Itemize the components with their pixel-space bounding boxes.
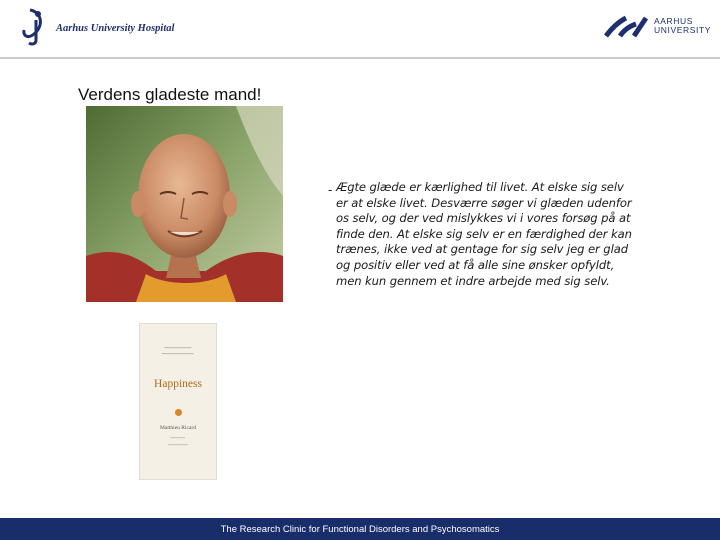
footer-text: The Research Clinic for Functional Disorders and Psychosomatics [220, 524, 500, 535]
footer-bar [0, 518, 720, 540]
quote-text: Ægte glæde er kærlighed til livet. At elske sig selv er at elske livet. Desværre søger vi glæden udenfor os selv, og der ved mislykkes vi i vores forsøg på at finde den. At elske sig selv er en færdighed der kan trænes, ikke ved at gentage for sig selv jeg er glad og positiv eller ved at få alle sine ønsker opfyldt, men kun gennem et indre arbejde med sig selv. [336, 180, 632, 288]
university-wordmark: AARHUS UNIVERSITY [654, 16, 712, 35]
hospital-logo [20, 6, 174, 46]
quote-block [328, 180, 636, 289]
header-divider [0, 57, 720, 59]
book-author: Matthieu Ricard [160, 425, 196, 431]
book-title: Happiness [154, 378, 202, 390]
book-flower-icon [175, 409, 182, 416]
portrait-illustration [86, 106, 283, 302]
slide-header [0, 0, 720, 54]
slide-title: Verdens gladeste mand! [78, 85, 262, 104]
book-cover: ━━━━━━━━━━━ ━━━━━━━━━━━━━ Happiness Matthieu Ricard ━━━━━━ ━━━━━━━━ [139, 323, 217, 480]
portrait-photo [86, 106, 283, 302]
hospital-name: Aarhus University Hospital [56, 22, 175, 34]
hospital-emblem-icon [20, 6, 52, 46]
bullet-marker: - [328, 182, 333, 197]
university-logo [604, 14, 711, 38]
university-emblem-icon [604, 14, 648, 38]
